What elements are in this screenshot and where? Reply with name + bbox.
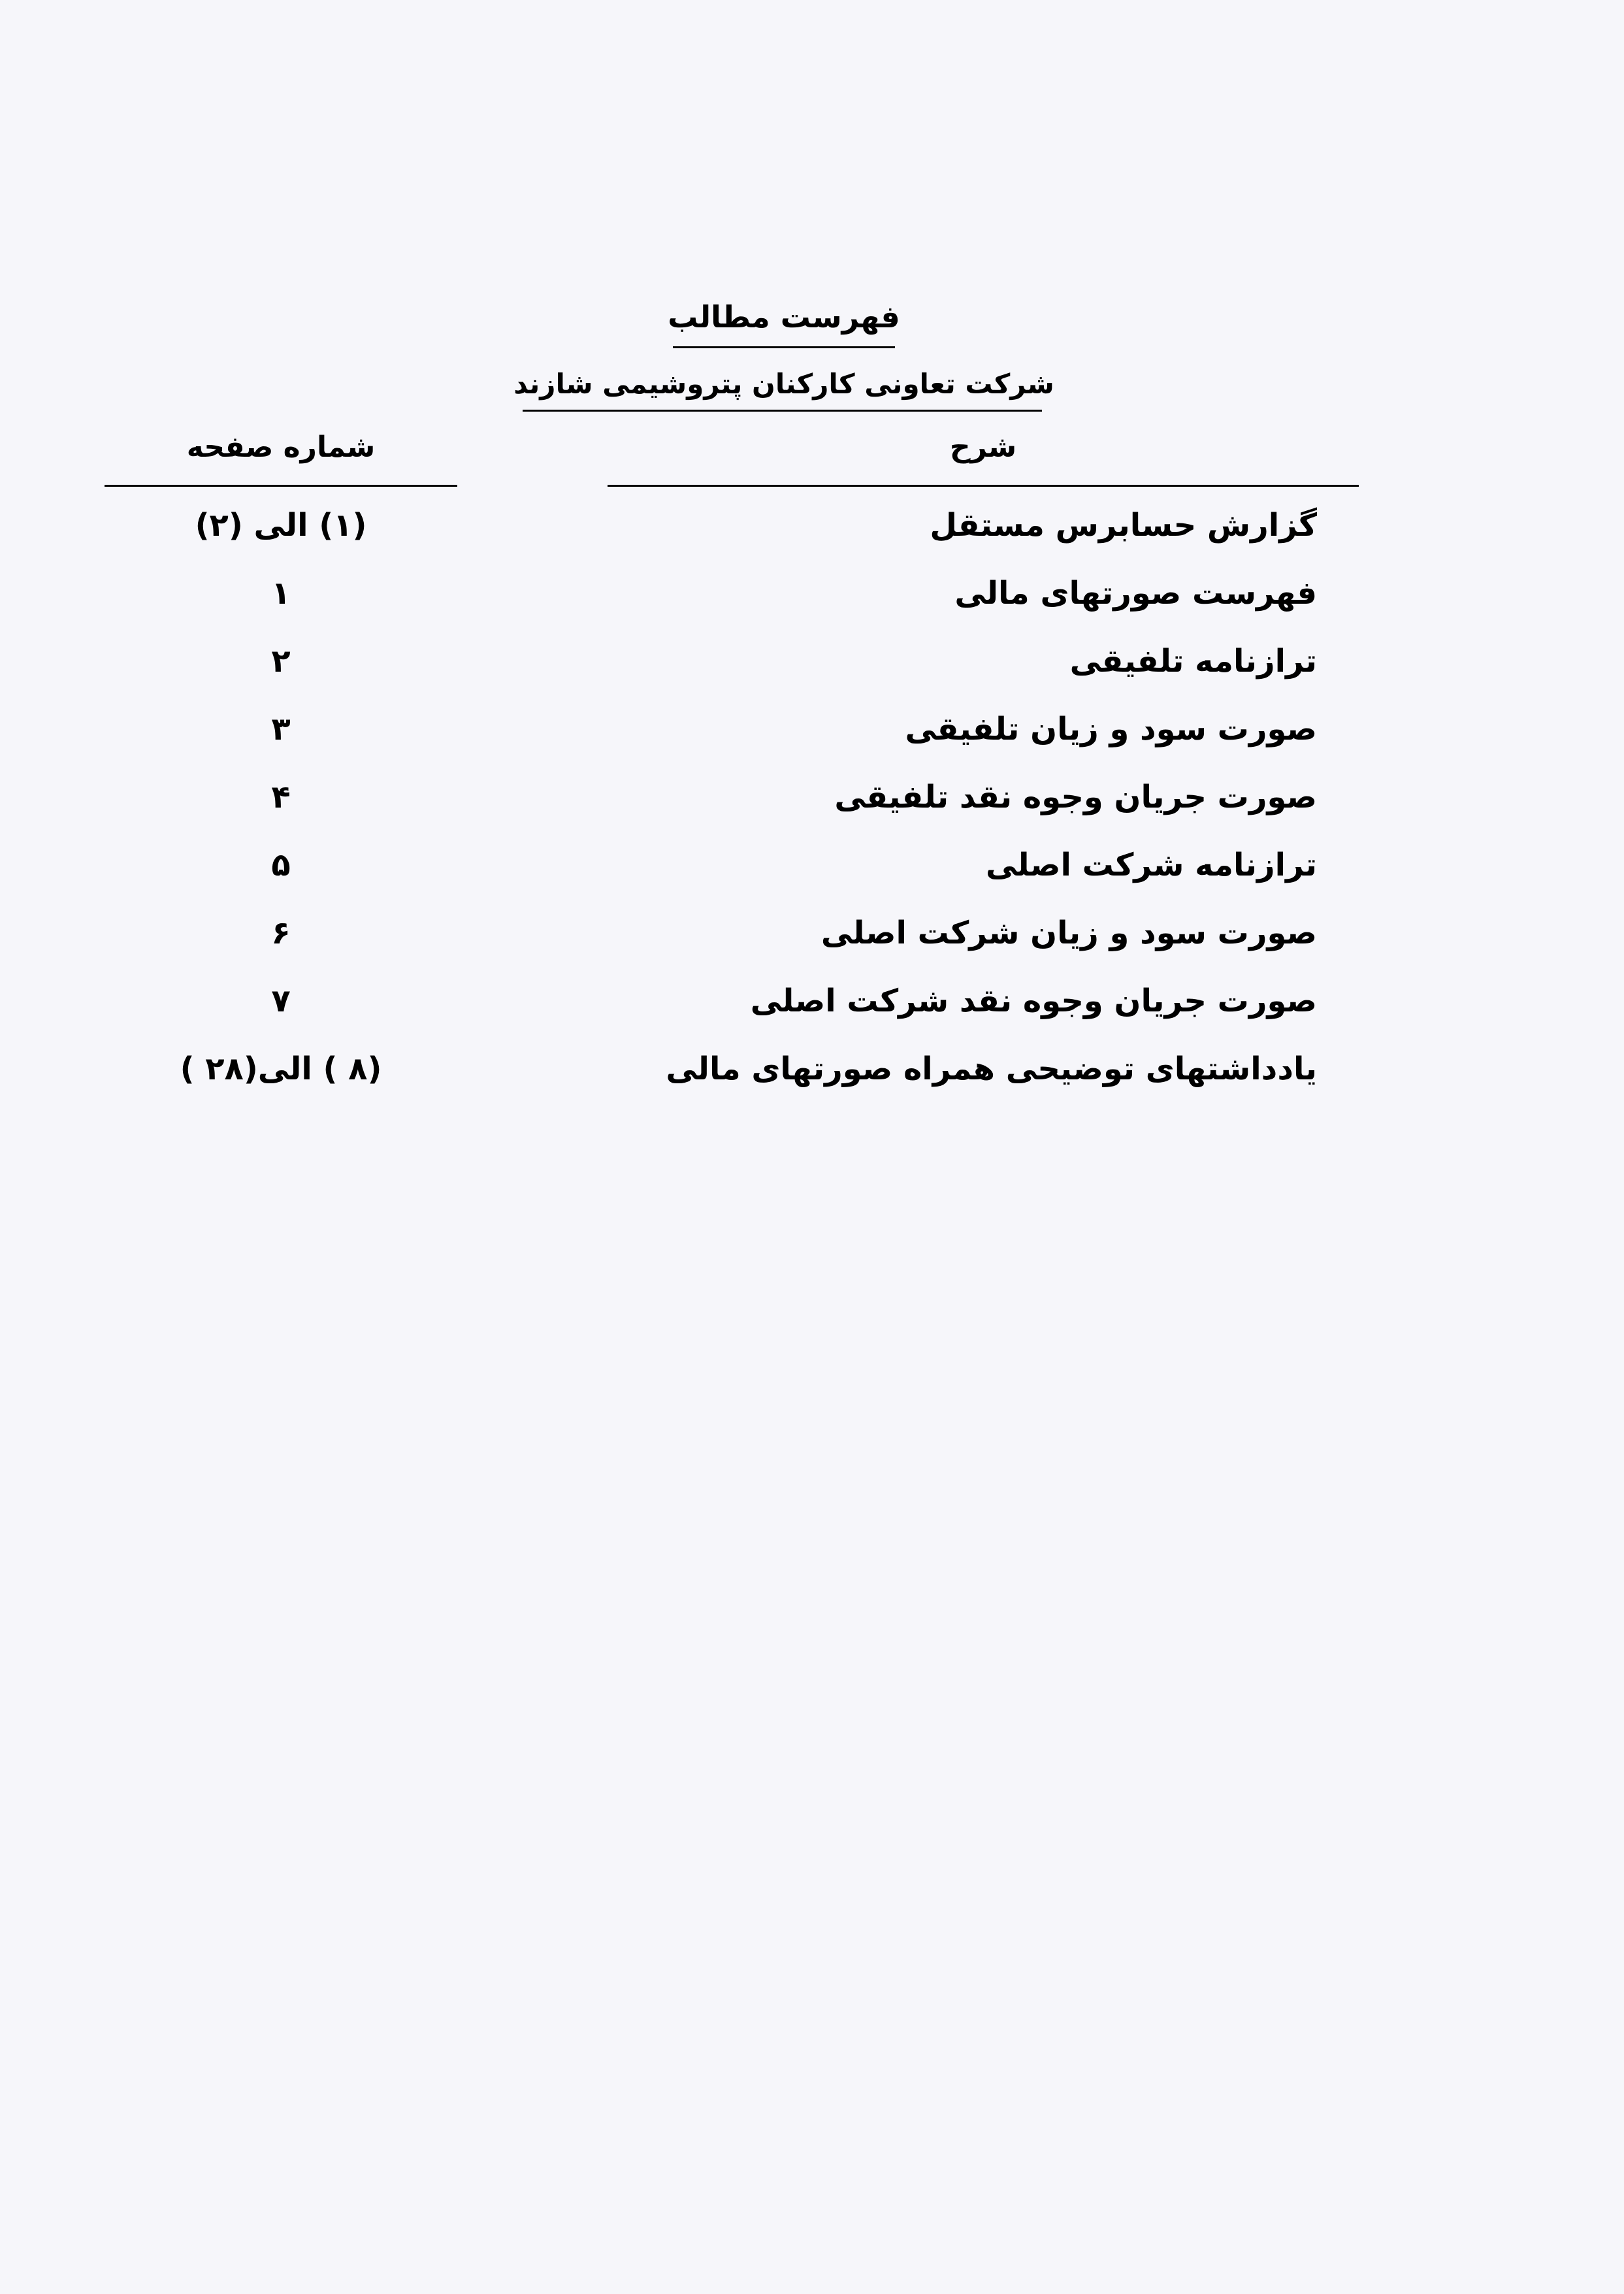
toc-description: صورت سود و زیان تلفیقی (905, 711, 1317, 747)
toc-row (0, 700, 1624, 768)
toc-page-number: ۴ (271, 779, 291, 815)
page-number-column-header: شماره صفحه (186, 431, 376, 464)
toc-row (0, 904, 1624, 972)
toc-page-number: ۱ (271, 575, 291, 612)
page-title: فهرست مطالب (668, 299, 900, 335)
toc-description: ترازنامه شرکت اصلی (985, 847, 1317, 883)
toc-row (0, 972, 1624, 1040)
toc-row (0, 1040, 1624, 1108)
toc-description: صورت جریان وجوه نقد شرکت اصلی (750, 983, 1317, 1019)
description-column-header: شرح (949, 431, 1017, 464)
toc-description: فهرست صورتهای مالی (954, 575, 1317, 612)
description-column-rule (608, 485, 1359, 487)
toc-description: ترازنامه تلفیقی (1069, 643, 1317, 680)
toc-description: یادداشتهای توضیحی همراه صورتهای مالی (666, 1051, 1317, 1087)
company-name-underline (523, 410, 1042, 412)
toc-row (0, 565, 1624, 632)
toc-description: صورت جریان وجوه نقد تلفیقی (834, 779, 1317, 815)
table-of-contents (0, 497, 1624, 1108)
toc-page-number: ۳ (271, 711, 291, 747)
company-name: شرکت تعاونی کارکنان پتروشیمی شازند (513, 368, 1054, 400)
toc-page-number: (۱) الی (۲) (195, 507, 367, 544)
toc-description: صورت سود و زیان شرکت اصلی (820, 915, 1317, 951)
toc-page-number: ۷ (271, 983, 291, 1019)
toc-page-number: ۵ (271, 847, 291, 883)
toc-row (0, 768, 1624, 836)
toc-row (0, 836, 1624, 904)
toc-page-number: ۶ (271, 915, 291, 951)
toc-page-number: (۸ ) الی(۲۸ ) (180, 1051, 382, 1087)
toc-row (0, 497, 1624, 565)
page-number-column-rule (105, 485, 457, 487)
toc-description: گزارش حسابرس مستقل (930, 507, 1317, 544)
toc-row (0, 632, 1624, 700)
title-underline (673, 346, 895, 348)
toc-page-number: ۲ (271, 643, 291, 680)
